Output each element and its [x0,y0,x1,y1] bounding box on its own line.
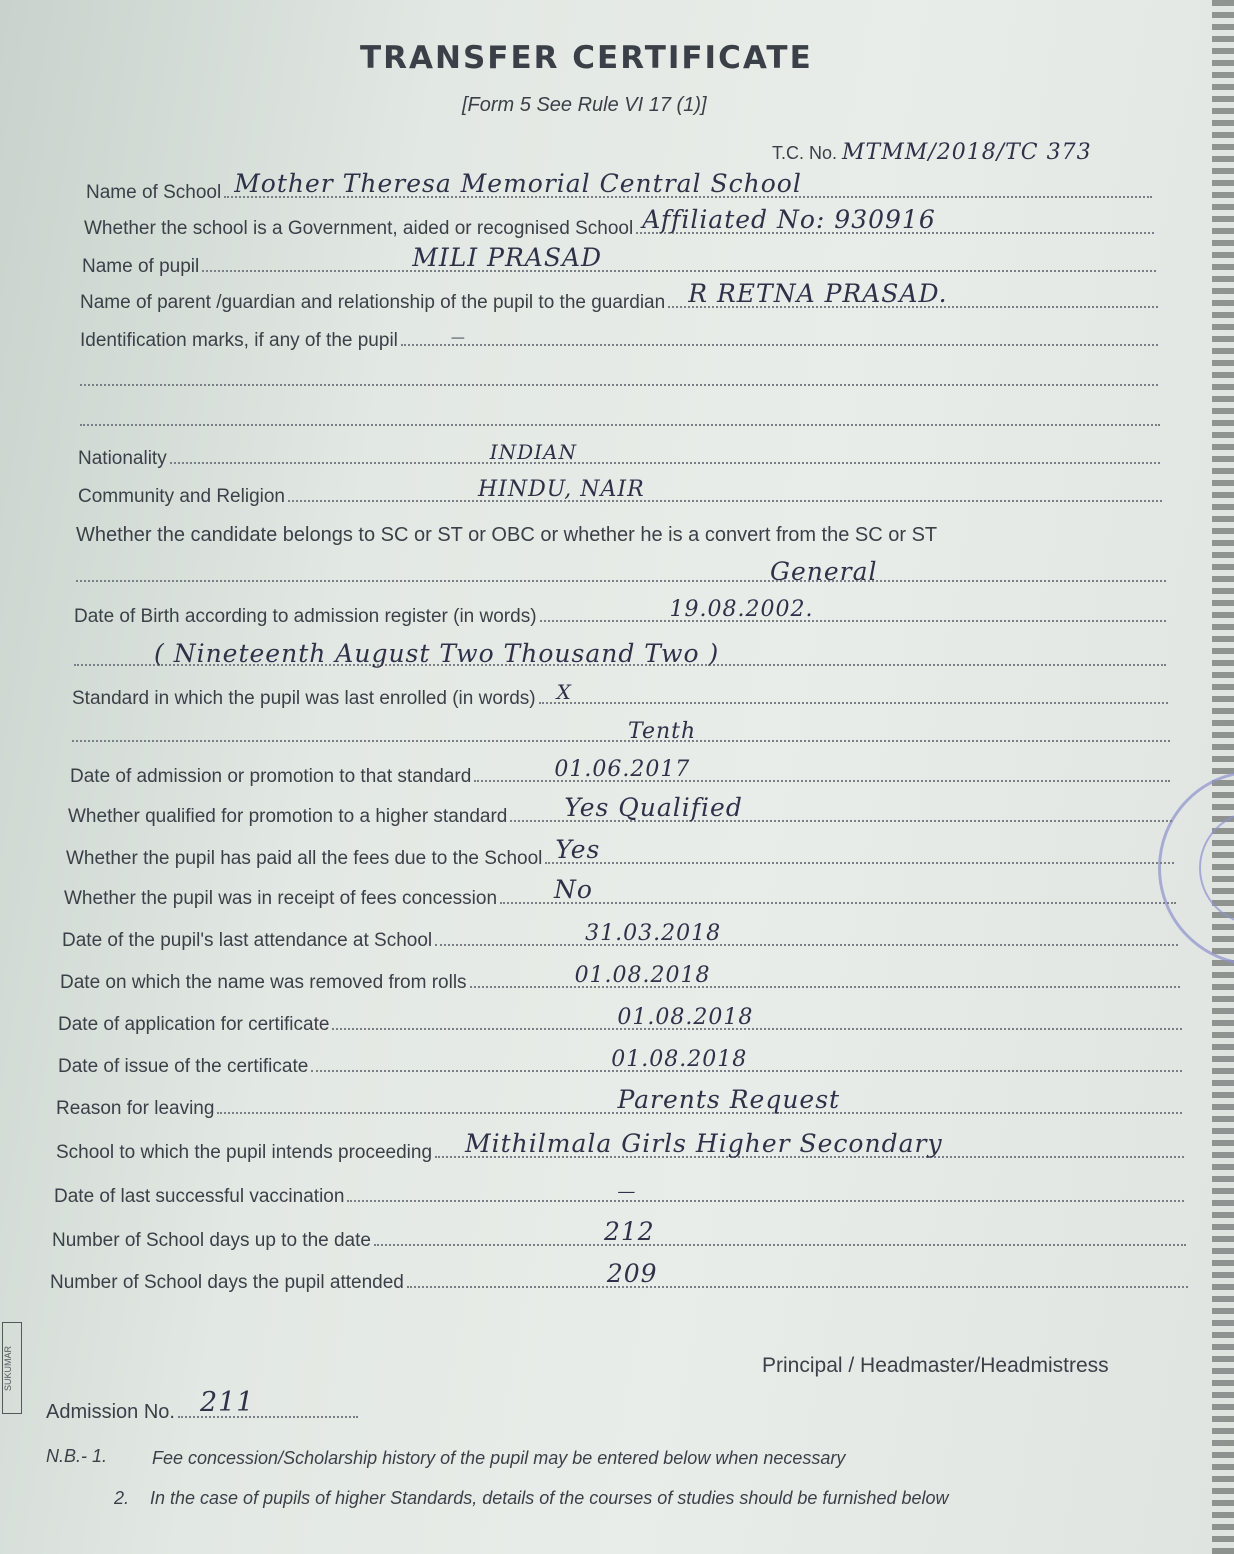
field-row [76,524,1162,547]
field-row [74,597,1166,628]
field-label: Date of last successful vaccination [54,1186,345,1207]
field-value: 01.08.2018 [617,1005,754,1030]
certificate-title: TRANSFER CERTIFICATE [360,40,813,76]
field-label: Whether the pupil was in receipt of fees concession [64,888,498,909]
answer-line [76,557,1166,586]
field-value: 212 [603,1217,655,1246]
answer-line [72,719,1170,744]
note-2: In the case of pupils of higher Standards, details of the courses of studies should be furnished below [150,1488,949,1508]
field-value: Mother Theresa Memorial Central School [234,169,802,198]
field-value: 19.08.2002. [669,597,814,622]
field-value: Mithilmala Girls Higher Secondary [465,1129,943,1158]
field-value-words: ( Nineteenth August Two Thousand Two ) [154,639,720,668]
field-value: 31.03.2018 [585,921,722,946]
field-label: Date of issue of the certificate [58,1056,309,1077]
field-row [68,793,1172,828]
field-label: Whether qualified for promotion to a higher standard [68,806,508,827]
field-value: General [770,557,878,586]
field-value: Yes Qualified [564,793,743,822]
field-label: Number of School days up to the date [52,1230,371,1251]
blank-line [80,424,1160,426]
field-value: — [617,1181,637,1202]
field-row [58,1047,1182,1078]
field-row [82,243,1156,278]
field-label: Name of parent /guardian and relationship of the pupil to the guardian [80,292,666,313]
tc-number-value: MTMM/2018/TC 373 [842,140,1092,165]
form-reference: [Form 5 See Rule VI 17 (1)] [462,94,707,116]
note-label: N.B.- 1. [46,1446,108,1466]
field-label: Date on which the name was removed from rolls [60,972,467,993]
answer-line [74,639,1166,668]
field-label: Date of admission or promotion to that standard [70,766,472,787]
field-row [86,169,1152,204]
field-label: Identification marks, if any of the pupil [80,330,398,351]
field-label: Whether the candidate belongs to SC or ST or OBC or whether he is a convert from the SC or ST [76,524,938,546]
field-row [66,835,1174,870]
admission-label: Admission No. [46,1401,175,1423]
field-row [64,875,1176,910]
field-value-words: Tenth [628,719,697,744]
field-row [62,921,1178,952]
field-row [54,1182,1184,1208]
field-value: 01.08.2018 [574,963,711,988]
field-label: Community and Religion [78,486,285,507]
field-label: Standard in which the pupil was last enrolled (in words) [72,688,536,709]
field-row [84,205,1154,240]
field-value: Parents Request [617,1085,841,1114]
field-row [58,1005,1182,1036]
field-row [60,963,1180,994]
field-row [70,757,1170,788]
field-row [56,1085,1182,1120]
admission-value: 211 [199,1387,255,1418]
field-row [78,477,1162,508]
field-row [80,326,1158,352]
principal-signature-label: Principal / Headmaster/Headmistress [762,1354,1109,1377]
field-label: Name of pupil [82,256,200,277]
field-row [72,680,1168,710]
field-value: — [450,330,466,346]
field-value: 209 [606,1259,658,1288]
field-label: Date of application for certificate [58,1014,330,1035]
field-label: Whether the pupil has paid all the fees due to the School [66,848,543,869]
field-label: Nationality [78,448,167,469]
blank-line [80,384,1158,386]
field-value: HINDU, NAIR [478,477,645,502]
field-value: R RETNA PRASAD. [688,279,948,308]
field-label: Number of School days the pupil attended [50,1272,404,1293]
field-label: Date of the pupil's last attendance at School [62,930,433,951]
field-row [52,1217,1186,1252]
note-1: Fee concession/Scholarship history of the pupil may be entered below when necessary [152,1448,846,1468]
field-value: 01.08.2018 [611,1047,748,1072]
field-value: INDIAN [489,440,577,464]
side-label: SUKUMAR [2,1322,22,1414]
field-value: 01.06.2017 [554,757,691,782]
field-value: No [554,875,593,904]
field-value: X [556,680,572,704]
note-2-label: 2. [114,1488,130,1508]
field-value: Affiliated No: 930916 [642,205,936,234]
field-label: Reason for leaving [56,1098,215,1119]
field-label: Name of School [86,182,222,203]
field-row [80,279,1158,314]
field-label: Whether the school is a Government, aided or recognised School [84,218,634,239]
admission-number [46,1387,358,1424]
field-label: School to which the pupil intends proceeding [56,1142,433,1163]
field-value: Yes [555,835,601,864]
field-value: MILI PRASAD [412,243,603,272]
field-row [50,1259,1188,1294]
tc-number [772,140,1092,165]
field-row [56,1129,1184,1164]
field-label: Date of Birth according to admission register (in words) [74,606,537,627]
tc-number-label: T.C. No. [772,143,838,163]
field-row [78,440,1160,470]
